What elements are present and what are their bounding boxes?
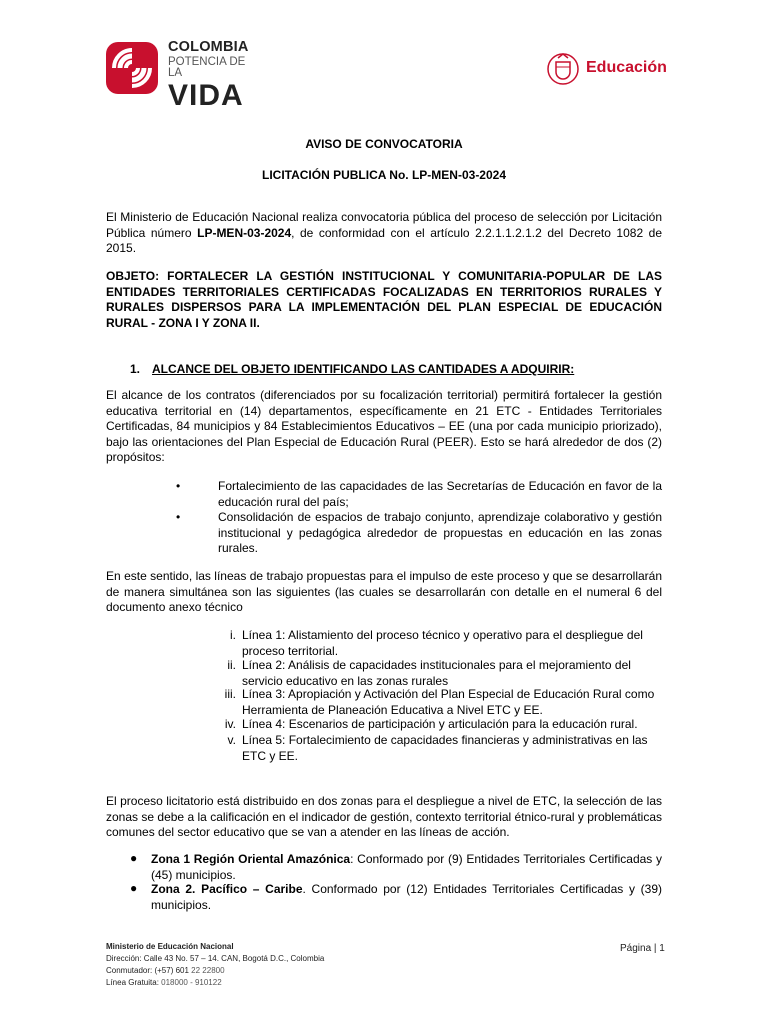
zonas-intro-paragraph: El proceso licitatorio está distribuido en dos zonas para el despliegue a nivel de ETC, la selección de las zonas se debe a la calificación en el indicador de gestión, contexto territorial étnico-rural y problemáticas comunes del sector educativo que se van a atender en las líneas de acción. [106,794,662,839]
bullet-icon: ● [130,851,138,865]
list-item-text [151,882,662,913]
footer-contact [106,941,324,989]
objeto-paragraph: OBJETO: FORTALECER LA GESTIÓN INSTITUCIONAL Y COMUNITARIA-POPULAR DE LAS ENTIDADES TERRITORIALES CERTIFICADAS FOCALIZADAS EN TERRITORIOS RURALES Y RURALES DISPERSOS PARA LA IMPLEMENTACIÓN DEL PLAN ESPECIAL DE EDUCACIÓN RURAL - ZONA I Y ZONA II. [106,269,662,330]
list-item [206,628,662,659]
list-item-text: Línea 5: Fortalecimiento de capacidades financieras y administrativas en las ETC y EE. [242,733,648,763]
section-title: ALCANCE DEL OBJETO IDENTIFICANDO LAS CANTIDADES A ADQUIRIR: [152,362,575,376]
alcance-paragraph: El alcance de los contratos (diferenciados por su focalización territorial) permitirá fortalecer la gestión educativa territorial en (14) departamentos, específicamente en 21 ETC - Entidades Territoriales Certificadas, 84 municipios y 84 Establecimientos Educativos – EE (una por cada municipio priorizado), bajo las orientaciones del Plan Especial de Educación Rural (PEER). Esto se hará alrededor de dos (2) propósitos: [106,388,662,464]
intro-text-2: , de conformidad con el artículo 2.2.1.1.2.1.2 del Decreto 1082 de 2015. [106,225,662,255]
list-item [176,479,662,510]
list-item [206,658,662,689]
zone-description: : Conformado por (9) Entidades Territoriales Certificadas y (45) municipios. [151,852,663,882]
list-item-text [151,852,662,883]
footer-org: Ministerio de Educación Nacional [106,942,234,951]
lineas-intro-paragraph: En este sentido, las líneas de trabajo propuestas para el impulso de este proceso y que se desarrollarán de manera simultánea son las siguientes (las cuales se desarrollarán con detalle en el numeral 6 del documento anexo técnico [106,569,662,614]
list-number: ii. [227,658,236,672]
list-item [206,717,662,733]
logo-line-vida: VIDA [168,78,244,112]
colombia-potencia-vida-logo [106,39,256,112]
page-number: Página | 1 [620,943,665,954]
bullet-icon: ● [130,881,138,895]
footer-phone [106,965,324,977]
list-number: v. [227,733,236,747]
intro-text-1: El Ministerio de Educación Nacional realiza convocatoria pública del proceso de selección por Licitación Pública número [106,210,662,240]
list-item-text: Consolidación de espacios de trabajo conjunto, aprendizaje colaborativo y gestión institucional y pedagógica alrededor de propuestas en educación en las zonas rurales. [218,510,662,555]
document-title: AVISO DE CONVOCATORIA [305,137,463,151]
vida-logo-icon [106,42,158,94]
list-item [130,882,662,913]
footer-free-line [106,977,324,989]
free-line-number: 018000 - 910122 [161,978,222,987]
document-subtitle: LICITACIÓN PUBLICA No. LP-MEN-03-2024 [261,168,507,182]
zone-description: . Conformado por (12) Entidades Territoriales Certificadas y (39) municipios. [151,882,662,912]
educacion-label: Educación [586,59,667,76]
process-code: LP-MEN-03-2024 [197,225,292,240]
free-line-label: Línea Gratuita: [106,978,162,987]
list-item-text: Línea 4: Escenarios de participación y articulación para la educación rural. [242,717,638,731]
list-item-text: Línea 2: Análisis de capacidades institucionales para el mejoramiento del servicio educativo en las zonas rurales [242,658,631,688]
list-number: iv. [224,717,236,731]
intro-paragraph [106,210,662,257]
list-item [130,852,662,883]
educacion-logo [546,50,666,90]
zone-name: Zona 1 Región Oriental Amazónica [151,852,351,866]
phone-label: Conmutador: (+57) 601 [106,966,192,975]
list-item [206,733,662,764]
list-item [176,510,662,557]
logo-line-potencia: POTENCIA DE LA [168,55,246,79]
coat-of-arms-icon [546,50,580,88]
list-item-text: Fortalecimiento de las capacidades de las Secretarías de Educación en favor de la educación rural del país; [218,479,662,509]
bullet-icon: • [176,479,181,493]
section-number: 1. [130,362,141,376]
list-item-text: Línea 1: Alistamiento del proceso técnico y operativo para el despliegue del proceso territorial. [242,628,643,658]
bullet-icon: • [176,510,181,524]
list-number: i. [230,628,236,642]
zone-name: Zona 2. Pacífico – Caribe [151,882,303,896]
list-number: iii. [224,687,236,701]
logo-line-colombia: COLOMBIA [168,39,249,55]
list-item-text: Línea 3: Apropiación y Activación del Plan Especial de Educación Rural como Herramienta de Planeación Educativa a Nivel ETC y EE. [242,687,655,717]
footer-address: Dirección: Calle 43 No. 57 – 14. CAN, Bogotá D.C., Colombia [106,954,325,963]
list-item [206,687,662,718]
phone-number: 22 22800 [191,966,225,975]
section-1-heading [130,362,574,376]
